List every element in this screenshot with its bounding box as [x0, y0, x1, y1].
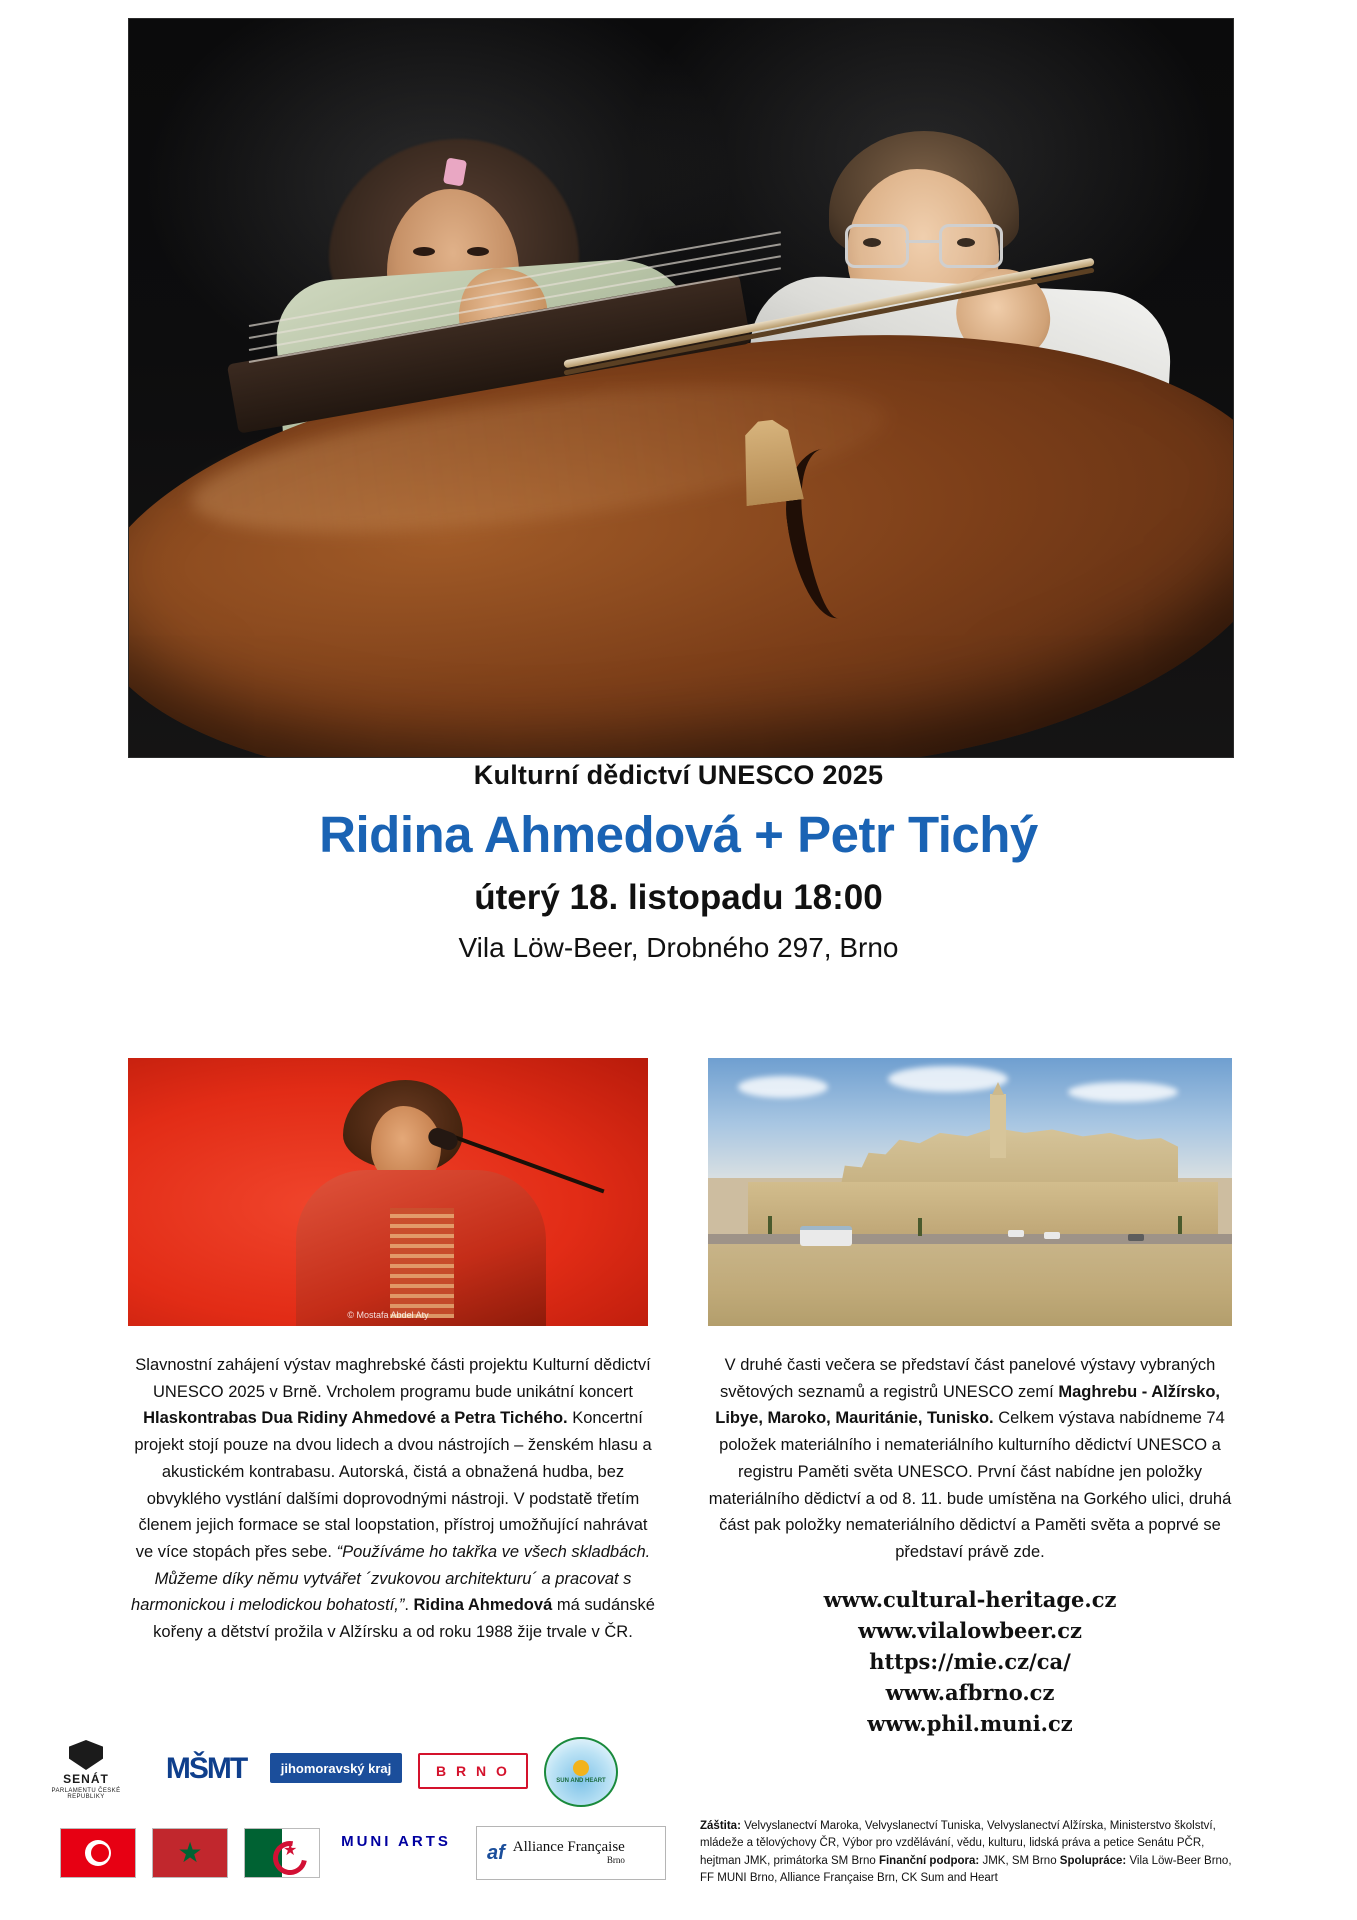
- logo-jihomoravsky-kraj: jihomoravský kraj: [270, 1753, 402, 1783]
- link-afbrno[interactable]: www.afbrno.cz: [885, 1679, 1055, 1705]
- senat-crest-icon: [69, 1740, 103, 1770]
- photo-credit: © Mostafa Abdel Aty: [347, 1310, 429, 1320]
- car-1: [1008, 1230, 1024, 1237]
- links-list: [700, 1584, 1240, 1739]
- footer-fineprint: [700, 1818, 1245, 1887]
- af-name-text: Alliance Française: [512, 1839, 625, 1856]
- description-left: [128, 1352, 658, 1646]
- left-text-c: Koncertní projekt stojí pouze na dvou lidech a dvou nástrojích – ženském hlasu a akustickém kontrabasu. Autorská, čistá a obnažená hudba, bez obvyklého vystlání dalšími doprovodnými nástroji. V podstatě třetím členem jejich formace se stal loopstation, přístroj umožňující nahrávat ve více stopách přes sebe.: [134, 1409, 652, 1562]
- link-mie-ca[interactable]: https://mie.cz/ca/: [869, 1648, 1071, 1674]
- hero-photo-duo: [128, 18, 1234, 758]
- logos-row-flags: [24, 1818, 684, 1892]
- singer-dress-pattern: [390, 1208, 454, 1318]
- logo-alliance-francaise: [476, 1826, 666, 1880]
- link-phil-muni[interactable]: www.phil.muni.cz: [867, 1711, 1073, 1737]
- left-text-d: .: [404, 1596, 414, 1615]
- palm-3: [1178, 1216, 1182, 1234]
- logo-sun-and-heart: [544, 1737, 618, 1807]
- woman-eye-right: [467, 247, 489, 256]
- flag-tunisia-icon: ★: [60, 1828, 136, 1878]
- text-cooperation: Vila Löw-Beer Brno, FF MUNI Brno, Alliance Française Brn, CK Sum and Heart: [700, 1854, 1232, 1884]
- event-venue: Vila Löw-Beer, Drobného 297, Brno: [458, 932, 899, 963]
- flag-morocco-icon: ★: [152, 1828, 228, 1878]
- left-text-f: má sudánské kořeny a dětství prožila v Alžírsku a od roku 1988 žije trvale v ČR.: [153, 1596, 655, 1642]
- cloud-1: [738, 1076, 828, 1098]
- right-text-countries: Maghrebu - Alžírsko, Libye, Maroko, Mauritánie, Tunisko.: [715, 1382, 1221, 1428]
- af-mark: af: [487, 1841, 505, 1864]
- label-support: Finanční podpora:: [878, 1854, 980, 1867]
- logo-senat: [38, 1739, 134, 1801]
- logo-msmt: MŠMT: [165, 1752, 247, 1785]
- left-text-artist-name: Ridina Ahmedová: [413, 1596, 553, 1615]
- photo-singer-red: [128, 1058, 648, 1326]
- senat-title: SENÁT: [63, 1772, 109, 1786]
- label-patronage: Záštita:: [700, 1820, 741, 1832]
- photo-desert-town: [708, 1058, 1232, 1326]
- logo-brno: B R N O: [418, 1753, 528, 1789]
- left-text-a: Slavnostní zahájení výstav maghrebské části projektu Kulturní dědictví UNESCO 2025 v Brně. Vrcholem programu bude unikátní koncert: [135, 1356, 651, 1401]
- title-block: [0, 760, 1357, 964]
- glasses-icon: [843, 224, 1003, 264]
- cloud-2: [888, 1066, 1008, 1092]
- senat-subtitle: PARLAMENTU ČESKÉ REPUBLIKY: [51, 1788, 121, 1800]
- event-datetime: úterý 18. listopadu 18:00: [474, 878, 883, 917]
- left-text-b: Hlaskontrabas Dua Ridiny Ahmedové a Petra Tichého.: [143, 1409, 568, 1428]
- label-cooperation: Spolupráce:: [1059, 1854, 1127, 1867]
- text-patronage: Velvyslanectví Maroka, Velvyslanectví Tuniska, Velvyslanectví Alžírska, Ministerstvo školství, mládeže a tělovýchovy ČR, Výbor pro vzdělávání, vědu, kulturu, lidská práva a petice Senátu PČR, hejtman JMK, primátorka SM Brno: [700, 1820, 1216, 1867]
- desert-ground: [708, 1244, 1232, 1326]
- car-2: [1044, 1232, 1060, 1239]
- text-support: JMK, SM Brno: [979, 1854, 1060, 1867]
- bus: [800, 1226, 852, 1246]
- logos-row-institutions: [24, 1735, 684, 1805]
- flag-algeria-icon: ★: [244, 1828, 320, 1878]
- car-3: [1128, 1234, 1144, 1241]
- link-vilalowbeer[interactable]: www.vilalowbeer.cz: [858, 1617, 1082, 1643]
- page-title: Ridina Ahmedová + Petr Tichý: [319, 806, 1038, 863]
- af-city-text: Brno: [606, 1855, 625, 1866]
- event-kicker: Kulturní dědictví UNESCO 2025: [473, 760, 884, 790]
- left-text-quote: “Používáme ho takřka ve všech skladbách. Můžeme díky němu vytvářet ´zvukovou architekturu´ a pracovat s harmonickou i melodickou bohatostí,”: [131, 1543, 651, 1615]
- right-text-c: Celkem výstava nabídneme 74 položek materiálního i nemateriálního kulturního dědictví UNESCO a registru Paměti světa UNESCO. První část nabídne jen položky materiálního dědictví a od 8. 11. bude umístěna na Gorkého ulici, druhá část pak položky nemateriálního dědictví a Paměti světa a poprvé se představí právě zde.: [708, 1409, 1232, 1562]
- woman-eye-left: [413, 247, 435, 256]
- cloud-3: [1068, 1082, 1178, 1102]
- palm-2: [918, 1218, 922, 1236]
- link-cultural-heritage[interactable]: www.cultural-heritage.cz: [823, 1586, 1117, 1612]
- right-text-a: V druhé časti večera se představí část panelové výstavy vybraných světových seznamů a registrů UNESCO zemí: [719, 1356, 1216, 1401]
- palm-1: [768, 1216, 772, 1234]
- description-right: [700, 1352, 1240, 1739]
- sun-and-heart-label: SUN AND HEART: [556, 1778, 606, 1784]
- sun-icon: [573, 1760, 589, 1776]
- minaret: [990, 1094, 1006, 1158]
- logo-muni-arts: MUNI ARTS: [341, 1833, 451, 1850]
- af-name: [513, 1840, 625, 1865]
